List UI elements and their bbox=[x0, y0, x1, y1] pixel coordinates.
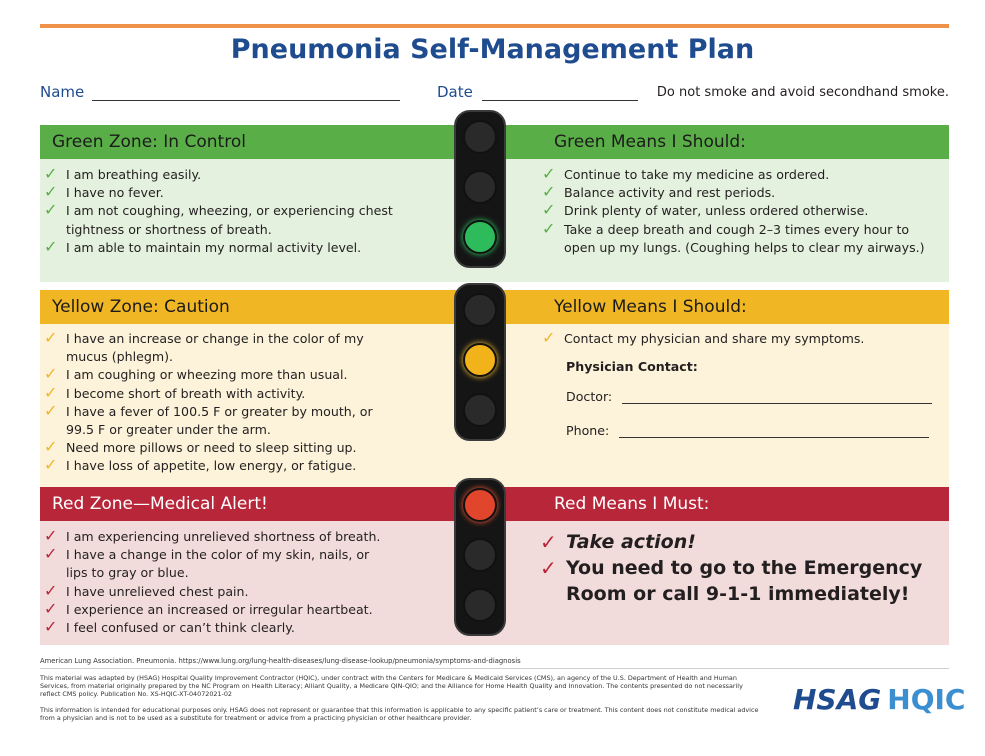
list-item: ✓ Drink plenty of water, unless ordered otherwise. bbox=[542, 200, 869, 220]
hsag-logo-text: HSAG bbox=[793, 683, 882, 716]
check-icon: ✓ bbox=[44, 598, 58, 618]
disclaimer-educational: This information is intended for educational purposes only. HSAG does not represent or guarantee that this information is applicable to any specific patient’s care or treatment. This content does not constitute medical advice from a physician and is not to be used as a substitute for treatment or advice from a practicing physician or other healthcare provider. bbox=[40, 706, 759, 722]
source-citation: American Lung Association. Pneumonia. https://www.lung.org/lung-health-diseases/lung-disease-lookup/pneumonia/symptoms-and-diagnosis bbox=[40, 657, 521, 665]
list-item: ✓ I have no fever. bbox=[44, 182, 164, 202]
lamp-icon bbox=[463, 120, 497, 154]
list-item: ✓ I am breathing easily. bbox=[44, 164, 202, 183]
green-lamp-icon bbox=[463, 220, 497, 254]
lamp-icon bbox=[463, 538, 497, 572]
list-item: ✓ Contact my physician and share my symptoms. bbox=[542, 328, 865, 347]
footer-divider bbox=[40, 668, 949, 669]
name-label: Name bbox=[40, 83, 85, 101]
red-lamp-icon bbox=[463, 488, 497, 522]
physician-contact-title: Physician Contact: bbox=[566, 359, 698, 374]
list-item: ✓ You need to go to the Emergency Room or call 9-1-1 immediately! bbox=[540, 556, 923, 605]
list-item: ✓ I have a fever of 100.5 F or greater by mouth, or 99.5 F or greater under the arm. bbox=[44, 400, 373, 438]
check-icon: ✓ bbox=[44, 400, 58, 420]
date-field[interactable] bbox=[482, 100, 638, 101]
list-item: ✓ I feel confused or can’t think clearly. bbox=[44, 617, 295, 637]
list-item: ✓ I have a change in the color of my skin, nails, or lips to gray or blue. bbox=[44, 544, 370, 581]
traffic-light-green-icon bbox=[454, 110, 506, 268]
check-icon: ✓ bbox=[44, 164, 58, 183]
list-item: ✓ I am coughing or wheezing more than usual. bbox=[44, 364, 348, 384]
red-zone-title: Red Zone—Medical Alert! bbox=[52, 494, 268, 514]
check-icon: ✓ bbox=[44, 364, 58, 384]
lamp-icon bbox=[463, 393, 497, 427]
check-icon: ✓ bbox=[44, 382, 58, 402]
list-item: ✓ I am experiencing unrelieved shortness of breath. bbox=[44, 526, 381, 545]
doctor-label: Doctor: bbox=[566, 389, 613, 404]
list-item: ✓ Take action! bbox=[540, 530, 696, 554]
check-icon: ✓ bbox=[542, 218, 556, 238]
yellow-action-list bbox=[540, 330, 940, 348]
check-icon: ✓ bbox=[542, 328, 556, 347]
check-icon: ✓ bbox=[44, 526, 58, 545]
list-item: ✓ I am not coughing, wheezing, or experiencing chest tightness or shortness of breath. bbox=[44, 200, 393, 237]
check-icon: ✓ bbox=[44, 437, 58, 457]
name-field[interactable] bbox=[92, 100, 400, 101]
check-icon: ✓ bbox=[542, 164, 556, 183]
check-icon: ✓ bbox=[44, 544, 58, 564]
check-icon: ✓ bbox=[44, 328, 58, 347]
green-action-list bbox=[540, 166, 940, 257]
list-item: ✓ I experience an increased or irregular heartbeat. bbox=[44, 598, 373, 618]
date-label: Date bbox=[437, 83, 473, 101]
red-symptom-list bbox=[42, 528, 392, 637]
red-means-title: Red Means I Must: bbox=[554, 494, 710, 514]
list-item: ✓ I have an increase or change in the color of my mucus (phlegm). bbox=[44, 328, 364, 365]
doctor-row bbox=[566, 389, 932, 404]
lamp-icon bbox=[463, 170, 497, 204]
list-item: ✓ Take a deep breath and cough 2–3 times every hour to open up my lungs. (Coughing helps to clear my airways.) bbox=[542, 218, 925, 255]
list-item: ✓ I become short of breath with activity. bbox=[44, 382, 306, 402]
phone-field[interactable] bbox=[619, 426, 929, 438]
page-title: Pneumonia Self-Management Plan bbox=[230, 34, 755, 65]
check-icon: ✓ bbox=[44, 236, 58, 256]
check-icon: ✓ bbox=[44, 200, 58, 220]
lamp-icon bbox=[463, 588, 497, 622]
phone-label: Phone: bbox=[566, 423, 610, 438]
phone-row bbox=[566, 423, 929, 438]
info-row bbox=[40, 84, 949, 104]
list-item: ✓ Balance activity and rest periods. bbox=[542, 182, 776, 202]
traffic-light-red-icon bbox=[454, 478, 506, 636]
check-icon: ✓ bbox=[542, 182, 556, 202]
check-icon: ✓ bbox=[540, 556, 557, 580]
traffic-light-yellow-icon bbox=[454, 283, 506, 441]
list-item: ✓ I am able to maintain my normal activity level. bbox=[44, 236, 362, 256]
physician-contact bbox=[566, 359, 946, 439]
green-symptom-list bbox=[42, 166, 402, 257]
yellow-lamp-icon bbox=[463, 343, 497, 377]
hqic-logo-text: HQIC bbox=[887, 683, 966, 716]
smoke-note: Do not smoke and avoid secondhand smoke. bbox=[656, 85, 949, 100]
yellow-symptom-list bbox=[42, 330, 387, 476]
check-icon: ✓ bbox=[44, 455, 58, 475]
list-item: ✓ Continue to take my medicine as ordered. bbox=[542, 164, 830, 183]
check-icon: ✓ bbox=[540, 530, 557, 554]
top-accent-rule bbox=[40, 24, 949, 28]
list-item: ✓ I have loss of appetite, low energy, or fatigue. bbox=[44, 455, 357, 475]
hsag-hqic-logo bbox=[793, 683, 965, 716]
lamp-icon bbox=[463, 293, 497, 327]
check-icon: ✓ bbox=[44, 580, 58, 600]
doctor-field[interactable] bbox=[622, 392, 932, 404]
check-icon: ✓ bbox=[542, 200, 556, 220]
list-item: ✓ I have unrelieved chest pain. bbox=[44, 580, 249, 600]
yellow-zone-title: Yellow Zone: Caution bbox=[52, 297, 230, 317]
list-item: ✓ Need more pillows or need to sleep sitting up. bbox=[44, 437, 357, 457]
check-icon: ✓ bbox=[44, 617, 58, 637]
check-icon: ✓ bbox=[44, 182, 58, 202]
red-action-list bbox=[540, 529, 945, 607]
yellow-means-title: Yellow Means I Should: bbox=[554, 297, 747, 317]
disclaimer-contract: This material was adapted by (HSAG) Hospital Quality Improvement Contractor (HQIC), under contract with the Centers for Medicare & Medicaid Services (CMS), an agency of the U.S. Department of Health and Human Services, from material originally prepared by the NC Program on Health Literacy; Alliant Quality, a Medicare QIN-QIO; and the Alliance for Home Health Quality and Innovation. The contents presented do not necessarily reflect CMS policy. Publication No. XS-HQIC-XT-04072021-02 bbox=[40, 674, 743, 698]
green-means-title: Green Means I Should: bbox=[554, 132, 746, 152]
green-zone-title: Green Zone: In Control bbox=[52, 132, 246, 152]
